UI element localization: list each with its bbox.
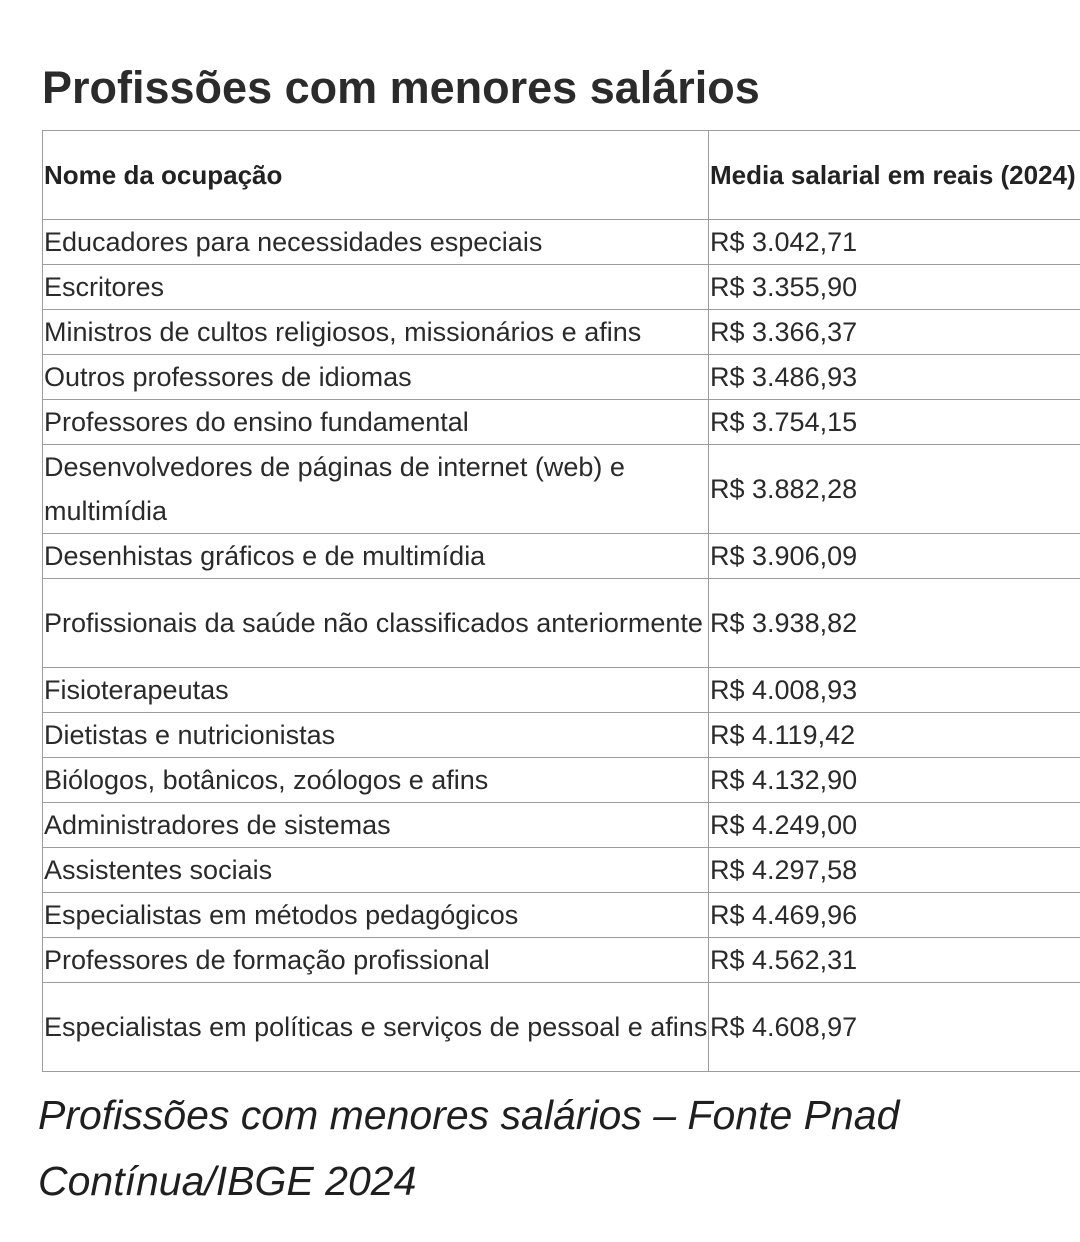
table-row — [43, 983, 1080, 1072]
occupation-cell: Especialistas em políticas e serviços de pessoal e afins — [43, 983, 709, 1072]
occupation-cell: Dietistas e nutricionistas — [43, 713, 709, 758]
salary-table — [42, 130, 1080, 1072]
table-row — [43, 355, 1080, 400]
table-row — [43, 938, 1080, 983]
occupation-cell: Administradores de sistemas — [43, 803, 709, 848]
salary-cell: R$ 3.906,09 — [709, 534, 1080, 579]
salary-cell: R$ 3.366,37 — [709, 310, 1080, 355]
salary-cell: R$ 4.608,97 — [709, 983, 1080, 1072]
salary-cell: R$ 4.119,42 — [709, 713, 1080, 758]
table-row — [43, 445, 1080, 534]
table-row — [43, 310, 1080, 355]
occupation-cell: Outros professores de idiomas — [43, 355, 709, 400]
column-header-occupation: Nome da ocupação — [43, 131, 709, 220]
table-row — [43, 400, 1080, 445]
occupation-cell: Profissionais da saúde não classificados anteriormente — [43, 579, 709, 668]
occupation-cell: Assistentes sociais — [43, 848, 709, 893]
table-row — [43, 534, 1080, 579]
occupation-cell: Fisioterapeutas — [43, 668, 709, 713]
salary-cell: R$ 4.132,90 — [709, 758, 1080, 803]
salary-cell: R$ 3.486,93 — [709, 355, 1080, 400]
table-row — [43, 265, 1080, 310]
column-header-salary: Media salarial em reais (2024) — [709, 131, 1080, 220]
occupation-cell: Professores do ensino fundamental — [43, 400, 709, 445]
salary-cell: R$ 3.355,90 — [709, 265, 1080, 310]
table-row — [43, 803, 1080, 848]
salary-cell: R$ 3.882,28 — [709, 445, 1080, 534]
salary-table-container — [42, 130, 1080, 1076]
image-caption: Profissões com menores salários – Fonte Pnad Contínua/IBGE 2024 — [38, 1092, 900, 1204]
salary-cell: R$ 3.042,71 — [709, 220, 1080, 265]
table-row — [43, 758, 1080, 803]
occupation-cell: Professores de formação profissional — [43, 938, 709, 983]
salary-cell: R$ 4.469,96 — [709, 893, 1080, 938]
occupation-cell: Desenvolvedores de páginas de internet (web) e multimídia — [43, 445, 709, 534]
table-row — [43, 848, 1080, 893]
salary-cell: R$ 4.249,00 — [709, 803, 1080, 848]
table-header-row — [43, 131, 1080, 220]
occupation-cell: Ministros de cultos religiosos, missionários e afins — [43, 310, 709, 355]
salary-cell: R$ 4.008,93 — [709, 668, 1080, 713]
occupation-cell: Especialistas em métodos pedagógicos — [43, 893, 709, 938]
salary-cell: R$ 3.754,15 — [709, 400, 1080, 445]
table-row — [43, 893, 1080, 938]
table-row — [43, 579, 1080, 668]
page-title: Profissões com menores salários — [42, 62, 760, 113]
salary-cell: R$ 4.297,58 — [709, 848, 1080, 893]
table-row — [43, 668, 1080, 713]
occupation-cell: Escritores — [43, 265, 709, 310]
salary-cell: R$ 3.938,82 — [709, 579, 1080, 668]
salary-cell: R$ 4.562,31 — [709, 938, 1080, 983]
table-row — [43, 220, 1080, 265]
occupation-cell: Desenhistas gráficos e de multimídia — [43, 534, 709, 579]
occupation-cell: Educadores para necessidades especiais — [43, 220, 709, 265]
occupation-cell: Biólogos, botânicos, zoólogos e afins — [43, 758, 709, 803]
table-row — [43, 713, 1080, 758]
